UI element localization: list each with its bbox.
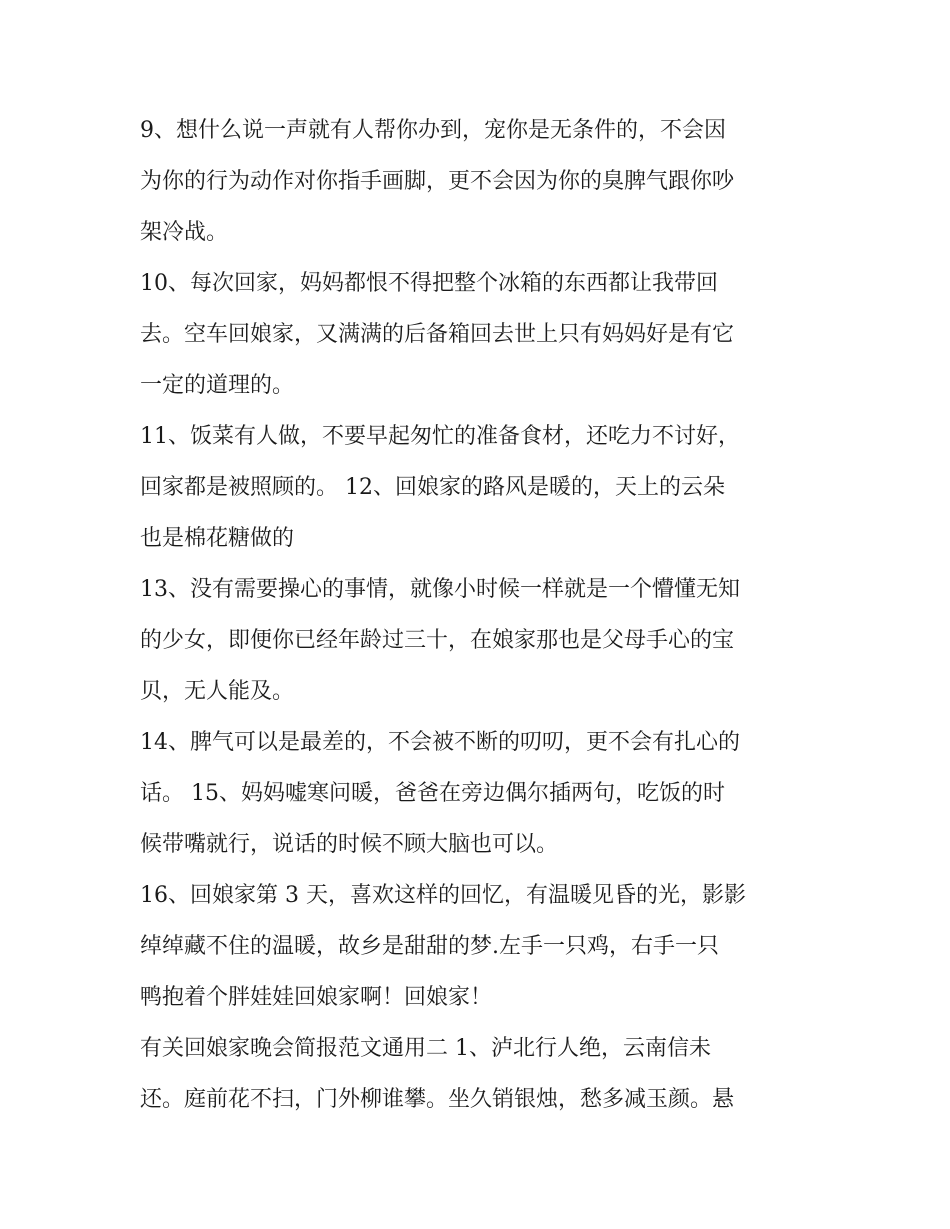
text-line-6: 一定的道理的。 (140, 373, 295, 398)
text-line-19: 有关回娘家晚会简报范文通用二 1、泸北行人绝，云南信未 (140, 1036, 711, 1061)
text-line-14: 话。 15、妈妈嘘寒问暖，爸爸在旁边偶尔插两句，吃饭的时 (140, 781, 725, 806)
text-line-16: 16、回娘家第 3 天，喜欢这样的回忆，有温暖见昏的光，影影 (140, 883, 746, 908)
text-line-13: 14、脾气可以是最差的，不会被不断的叨叨，更不会有扎心的 (140, 730, 740, 755)
text-line-20: 还。庭前花不扫，门外柳谁攀。坐久销银烛，愁多减玉颜。悬 (140, 1087, 735, 1112)
text-line-15: 候带嘴就行，说话的时候不顾大脑也可以。 (140, 832, 559, 857)
document-body (140, 105, 820, 1125)
text-line-17: 绰绰藏不住的温暖，故乡是甜甜的梦.左手一只鸡，右手一只 (140, 934, 719, 959)
text-line-18: 鸭抱着个胖娃娃回娘家啊！回娘家！ (140, 985, 493, 1010)
text-line-8: 回家都是被照顾的。 12、回娘家的路风是暖的，天上的云朵 (140, 475, 725, 500)
text-line-3: 架冷战。 (140, 220, 229, 245)
text-line-10: 13、没有需要操心的事情，就像小时候一样就是一个懵懂无知 (140, 577, 740, 602)
text-line-11: 的少女，即便你已经年龄过三十，在娘家那也是父母手心的宝 (140, 628, 735, 653)
text-line-1: 9、想什么说一声就有人帮你办到，宠你是无条件的，不会因 (140, 118, 726, 143)
text-line-9: 也是棉花糖做的 (140, 526, 295, 551)
text-line-7: 11、饭菜有人做，不要早起匆忙的准备食材，还吃力不讨好， (140, 424, 740, 449)
text-line-2: 为你的行为动作对你指手画脚，更不会因为你的臭脾气跟你吵 (140, 169, 735, 194)
text-line-5: 去。空车回娘家，又满满的后备箱回去世上只有妈妈好是有它 (140, 322, 735, 347)
text-line-4: 10、每次回家，妈妈都恨不得把整个冰箱的东西都让我带回 (140, 271, 718, 296)
text-line-12: 贝，无人能及。 (140, 679, 295, 704)
